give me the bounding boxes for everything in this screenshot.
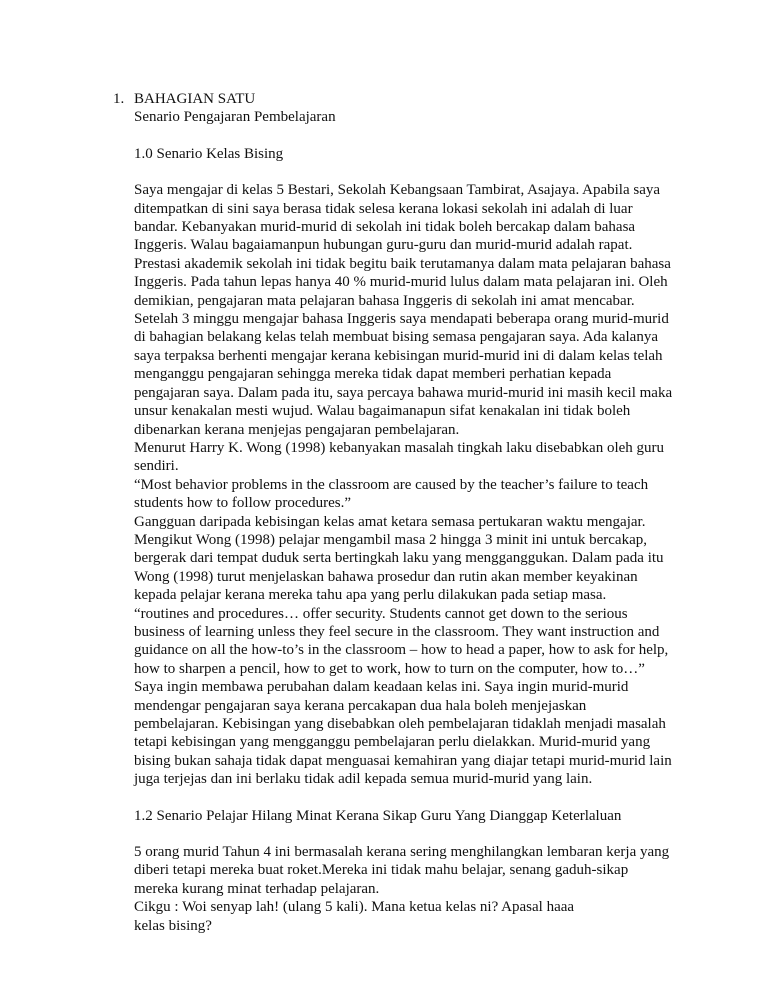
text-line: Menurut Harry K. Wong (1998) kebanyakan masalah tingkah laku disebabkan oleh guru bbox=[134, 439, 665, 456]
text-line: juga terjejas dan ini berlaku tidak adil kepada semua murid-murid yang lain. bbox=[134, 771, 593, 788]
quote-line: “Most behavior problems in the classroom are caused by the teacher’s failure to teach bbox=[134, 476, 649, 493]
spacer bbox=[134, 825, 694, 843]
quote-line: business of learning unless they feel secure in the classroom. They want instruction and bbox=[134, 623, 660, 640]
text-line: demikian, pengajaran mata pelajaran bahasa Inggeris di sekolah ini amat mencabar. bbox=[134, 292, 635, 309]
text-line: bising bukan sahaja tidak dapat menguasai kemahiran yang diajar tetapi murid-murid lain bbox=[134, 752, 672, 769]
text-line: Mengikut Wong (1998) pelajar mengambil masa 2 hingga 3 minit ini untuk bercakap, bbox=[134, 531, 647, 548]
dialogue-line: Cikgu : Woi senyap lah! (ulang 5 kali). Mana ketua kelas ni? Apasal haaa bbox=[134, 899, 575, 916]
text-line: pembelajaran. Kebisingan yang disebabkan oleh pembelajaran tidaklah menjadi masalah bbox=[134, 716, 666, 732]
section-number: 1. bbox=[113, 91, 125, 107]
text-line: Prestasi akademik sekolah ini tidak begitu baik terutamanya dalam mata pelajaran bahasa bbox=[134, 255, 671, 272]
text-line: ditempatkan di sini saya berasa tidak selesa kerana lokasi sekolah ini adalah di luar bbox=[134, 200, 633, 217]
text-line: diberi tetapi mereka buat roket.Mereka ini tidak mahu belajar, senang gaduh-sikap bbox=[134, 862, 629, 879]
text-line: bandar. Kebanyakan murid-murid di sekolah ini tidak boleh bercakap dalam bahasa bbox=[134, 219, 636, 236]
section-subtitle: Senario Pengajaran Pembelajaran bbox=[134, 109, 336, 126]
spacer bbox=[134, 163, 694, 181]
quote-line: “routines and procedures… offer security. Students cannot get down to the serious bbox=[134, 605, 628, 622]
text-line: kepada pelajar kerana mereka tahu apa yang perlu dilakukan pada setiap masa. bbox=[134, 587, 607, 604]
text-line: Inggeris. Pada tahun lepas hanya 40 % murid-murid lulus dalam mata pelajaran ini. Oleh bbox=[134, 274, 668, 291]
text-line: Inggeris. Walau bagaiamanpun hubungan guru-guru dan murid-murid adalah rapat. bbox=[134, 237, 633, 254]
text-line: mendengar pengajaran saya kerana percakapan dua hala boleh menjejaskan bbox=[134, 697, 587, 714]
section-title: BAHAGIAN SATU bbox=[134, 91, 256, 107]
quote-line: guidance on all the how-to’s in the classroom – how to head a paper, how to ask for help, bbox=[134, 642, 669, 659]
text-line: Gangguan daripada kebisingan kelas amat ketara semasa pertukaran waktu mengajar. bbox=[134, 513, 646, 530]
quote-line: how to sharpen a pencil, how to get to work, how to turn on the computer, how to…” bbox=[134, 660, 645, 677]
text-line: Wong (1998) turut menjelaskan bahawa prosedur dan rutin akan member keyakinan bbox=[134, 568, 638, 585]
text-line: Setelah 3 minggu mengajar bahasa Inggeris saya mendapati beberapa orang murid-murid bbox=[134, 311, 669, 328]
text-line: mereka kurang minat terhadap pelajaran. bbox=[134, 880, 380, 897]
paragraph-block-2 bbox=[134, 843, 694, 935]
text-line: tetapi kebisingan yang mengganggu pembelajaran perlu dielakkan. Murid-murid yang bbox=[134, 734, 651, 751]
spacer bbox=[134, 127, 694, 145]
subsection-heading-2: 1.2 Senario Pelajar Hilang Minat Kerana Sikap Guru Yang Dianggap Keterlaluan bbox=[134, 807, 622, 824]
text-line: Saya mengajar di kelas 5 Bestari, Sekolah Kebangsaan Tambirat, Asajaya. Apabila saya bbox=[134, 182, 661, 199]
dialogue-line: kelas bising? bbox=[134, 917, 212, 934]
spacer bbox=[134, 789, 694, 807]
text-line: Saya ingin membawa perubahan dalam keadaan kelas ini. Saya ingin murid-murid bbox=[134, 679, 629, 696]
text-line: bergerak dari tempat duduk serta bertingkah laku yang mengganggukan. Dalam pada itu bbox=[134, 550, 664, 567]
text-line: saya terpaksa berhenti mengajar kerana kebisingan murid-murid ini di dalam kelas telah bbox=[134, 347, 663, 364]
subsection-heading-1: 1.0 Senario Kelas Bising bbox=[134, 145, 284, 162]
text-line: dibenarkan kerana menjejas pengajaran pembelajaran. bbox=[134, 421, 460, 438]
text-line: menganggu pengajaran sehingga mereka tidak dapat memberi perhatian kepada bbox=[134, 366, 612, 383]
text-line: 5 orang murid Tahun 4 ini bermasalah kerana sering menghilangkan lembaran kerja yang bbox=[134, 844, 670, 861]
document-body bbox=[134, 90, 694, 935]
quote-line: students how to follow procedures.” bbox=[134, 495, 352, 512]
text-line: sendiri. bbox=[134, 458, 179, 475]
paragraph-block-1 bbox=[134, 181, 694, 788]
text-line: pengajaran saya. Dalam pada itu, saya percaya bahawa murid-murid ini masih kecil maka bbox=[134, 384, 673, 401]
text-line: unsur kenakalan mesti wujud. Walau bagaimanapun sifat kenakalan ini tidak boleh bbox=[134, 403, 631, 420]
text-line: di bahagian belakang kelas telah membuat bising semasa pengajaran saya. Ada kalanya bbox=[134, 329, 658, 346]
